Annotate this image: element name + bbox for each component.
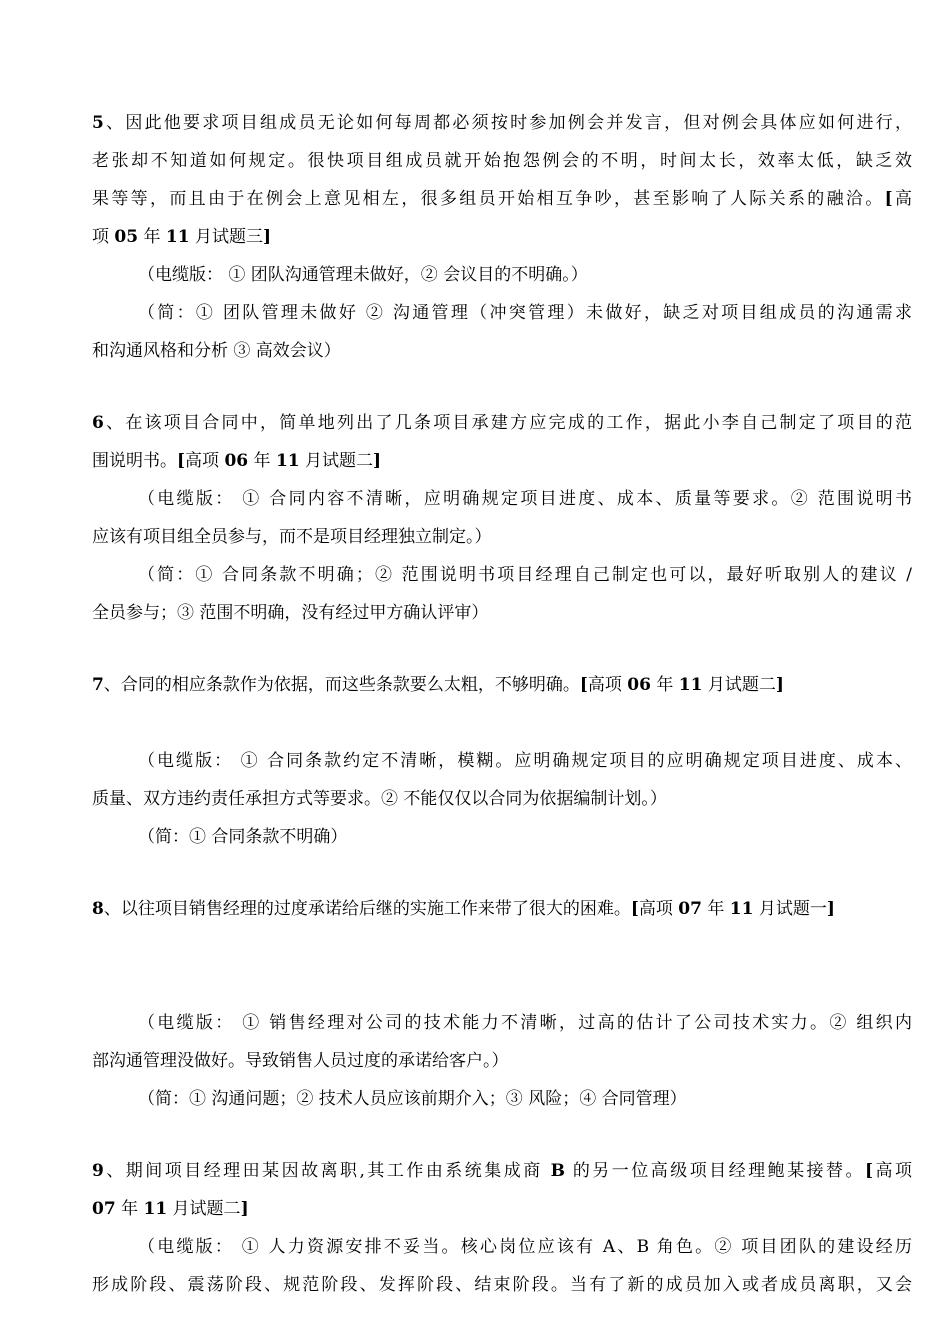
item-5-answer-brief-line-2: 和沟通风格和分析 ③ 高效会议） [92,341,341,361]
item-6-answer-brief-line-2: 全员参与；③ 范围不明确，没有经过甲方确认评审） [92,603,489,623]
item-9-answer-cable-line-1: （电缆版： ① 人力资源安排不妥当。核心岗位应该有 A、B 角色。② 项目团队的建设经历 [138,1237,912,1257]
item-7-question-line-1: 7、合同的相应条款作为依据，而这些条款要么太粗，不够明确。[高项 06 年 11 月试题二] [92,675,784,695]
item-5-question-line-1: 5、因此他要求项目组成员无论如何每周都必须按时参加例会并发言，但对例会具体应如何进行， [92,113,912,133]
item-6-answer-brief-line-1: （简：① 合同条款不明确；② 范围说明书项目经理自己制定也可以，最好听取别人的建议 / [138,565,912,585]
item-number: 7 [92,675,104,695]
item-5-question-line-2: 老张却不知道如何规定。很快项目组成员就开始抱怨例会的不明，时间太长，效率太低，缺乏效 [92,151,912,171]
item-5-answer-cable-line-1: （电缆版： ① 团队沟通管理未做好，② 会议目的不明确。） [138,265,588,285]
item-5-question-line-3: 果等等，而且由于在例会上意见相左，很多组员开始相互争吵，甚至影响了人际关系的融洽。[高 [92,189,913,209]
item-8-answer-brief-line-1: （简：① 沟通问题；② 技术人员应该前期介入；③ 风险；④ 合同管理） [138,1089,687,1109]
item-7-answer-cable-line-2: 质量、双方违约责任承担方式等要求。② 不能仅仅以合同为依据编制计划。） [92,789,667,809]
item-number: 5 [92,113,104,133]
item-9-answer-cable-line-2: 形成阶段、震荡阶段、规范阶段、发挥阶段、结束阶段。当有了新的成员加入或者成员离职，又会 [92,1275,912,1295]
item-5-question-line-4: 项 05 年 11 月试题三] [92,227,272,247]
item-number: 8 [92,899,104,919]
item-number: 6 [92,413,104,433]
item-9-question-line-2: 07 年 11 月试题二] [92,1199,249,1219]
item-8-answer-cable-line-1: （电缆版： ① 销售经理对公司的技术能力不清晰，过高的估计了公司技术实力。② 组织内 [138,1013,912,1033]
item-9-question-line-1: 9、期间项目经理田某因故离职,其工作由系统集成商 B 的另一位高级项目经理鲍某接替。[高项 [92,1161,913,1181]
item-8-answer-cable-line-2: 部沟通管理没做好。导致销售人员过度的承诺给客户。） [92,1051,509,1071]
item-8-question-line-1: 8、以往项目销售经理的过度承诺给后继的实施工作来带了很大的困难。[高项 07 年 11 月试题一] [92,899,835,919]
item-6-question-line-2: 围说明书。[高项 06 年 11 月试题二] [92,451,382,471]
item-5-answer-brief-line-1: （简：① 团队管理未做好 ② 沟通管理（冲突管理）未做好，缺乏对项目组成员的沟通需求 [138,303,912,323]
item-6-question-line-1: 6、在该项目合同中，简单地列出了几条项目承建方应完成的工作，据此小李自己制定了项目的范 [92,413,912,433]
item-number: 9 [92,1161,104,1181]
item-6-answer-cable-line-2: 应该有项目组全员参与，而不是项目经理独立制定。） [92,527,492,547]
item-7-answer-brief-line-1: （简：① 合同条款不明确） [138,827,348,847]
item-6-answer-cable-line-1: （电缆版： ① 合同内容不清晰，应明确规定项目进度、成本、质量等要求。② 范围说明书 [138,489,912,509]
item-7-answer-cable-line-1: （电缆版： ① 合同条款约定不清晰，模糊。应明确规定项目的应明确规定项目进度、成本、 [138,751,912,771]
